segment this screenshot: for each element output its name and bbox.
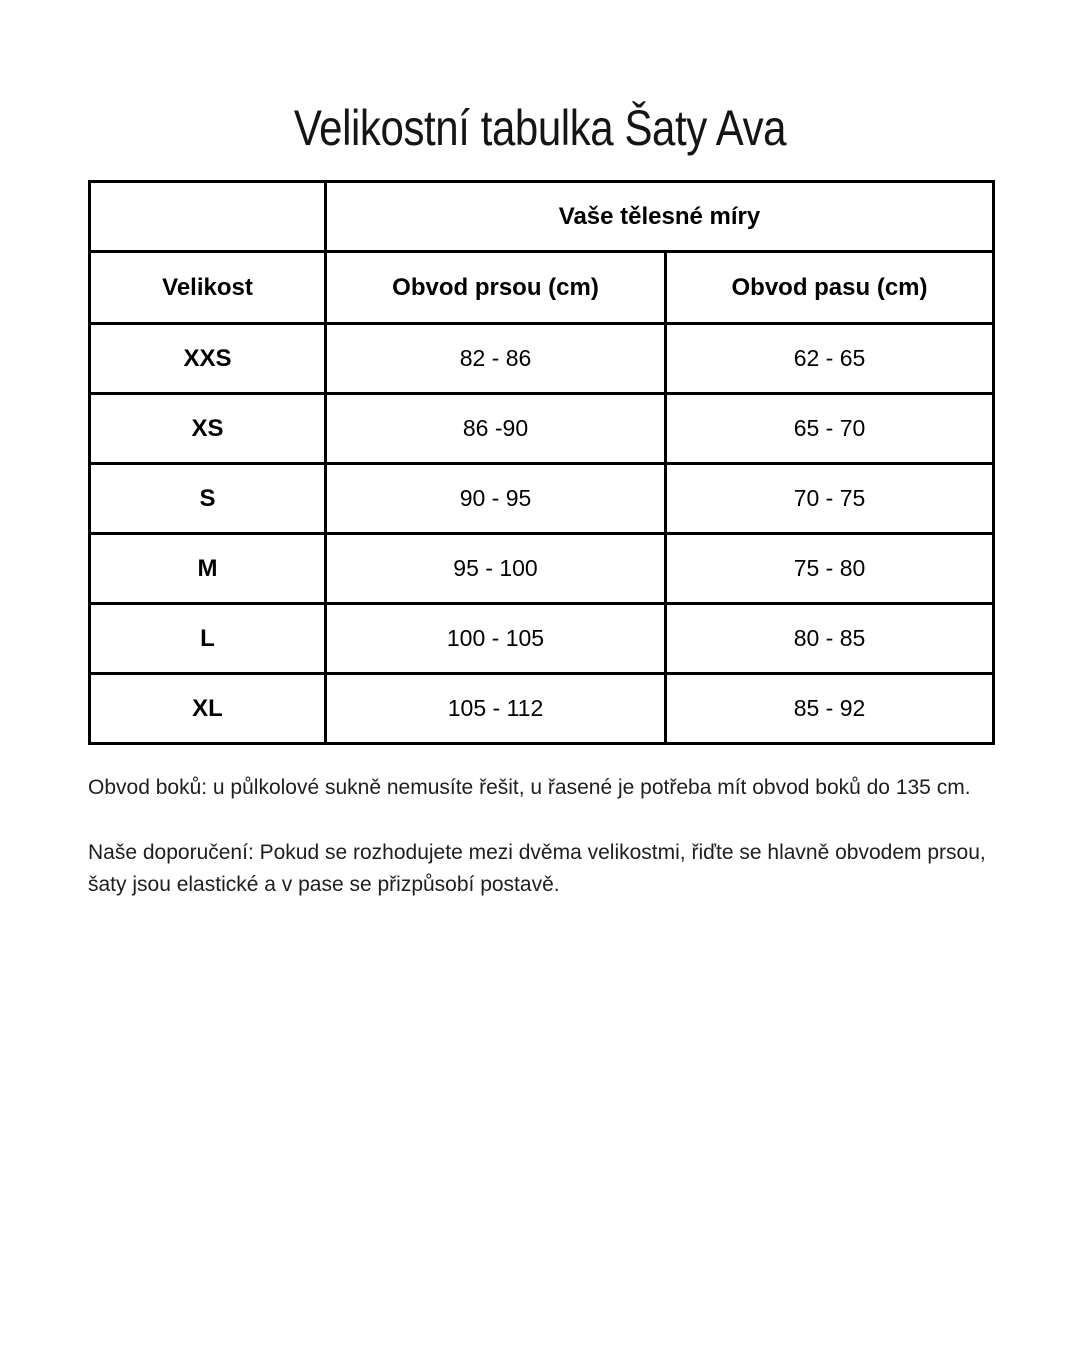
size-cell: L (90, 604, 326, 674)
note-hips-circumference: Obvod boků: u půlkolové sukně nemusíte řešit, u řasené je potřeba mít obvod boků do 135 cm. (88, 776, 971, 799)
column-header-waist: Obvod pasu (cm) (666, 252, 994, 324)
chest-cell: 105 - 112 (326, 674, 666, 744)
chest-cell: 86 -90 (326, 394, 666, 464)
waist-cell: 62 - 65 (666, 324, 994, 394)
table-row-s (90, 464, 994, 534)
table-row-l (90, 604, 994, 674)
chest-cell: 90 - 95 (326, 464, 666, 534)
column-header-chest: Obvod prsou (cm) (326, 252, 666, 324)
size-cell: S (90, 464, 326, 534)
column-header-size: Velikost (90, 252, 326, 324)
page-title: Velikostní tabulka Šaty Ava (293, 100, 787, 156)
table-row-m (90, 534, 994, 604)
table-row-xxs (90, 324, 994, 394)
chest-cell: 82 - 86 (326, 324, 666, 394)
waist-cell: 75 - 80 (666, 534, 994, 604)
waist-cell: 80 - 85 (666, 604, 994, 674)
table-row-xs (90, 394, 994, 464)
size-table (88, 180, 995, 745)
size-cell: M (90, 534, 326, 604)
waist-cell: 85 - 92 (666, 674, 994, 744)
table-group-header-row (90, 182, 994, 252)
empty-corner-cell (90, 182, 326, 252)
group-header-body-measures: Vaše tělesné míry (326, 182, 994, 252)
waist-cell: 65 - 70 (666, 394, 994, 464)
table-column-header-row (90, 252, 994, 324)
size-cell: XXS (90, 324, 326, 394)
size-cell: XL (90, 674, 326, 744)
chest-cell: 95 - 100 (326, 534, 666, 604)
table-row-xl (90, 674, 994, 744)
size-cell: XS (90, 394, 326, 464)
chest-cell: 100 - 105 (326, 604, 666, 674)
note-recommendation: Naše doporučení: Pokud se rozhodujete mezi dvěma velikostmi, řiďte se hlavně obvodem prsou, šaty jsou elastické a v pase se přizpůsobí postavě. (88, 841, 986, 896)
waist-cell: 70 - 75 (666, 464, 994, 534)
